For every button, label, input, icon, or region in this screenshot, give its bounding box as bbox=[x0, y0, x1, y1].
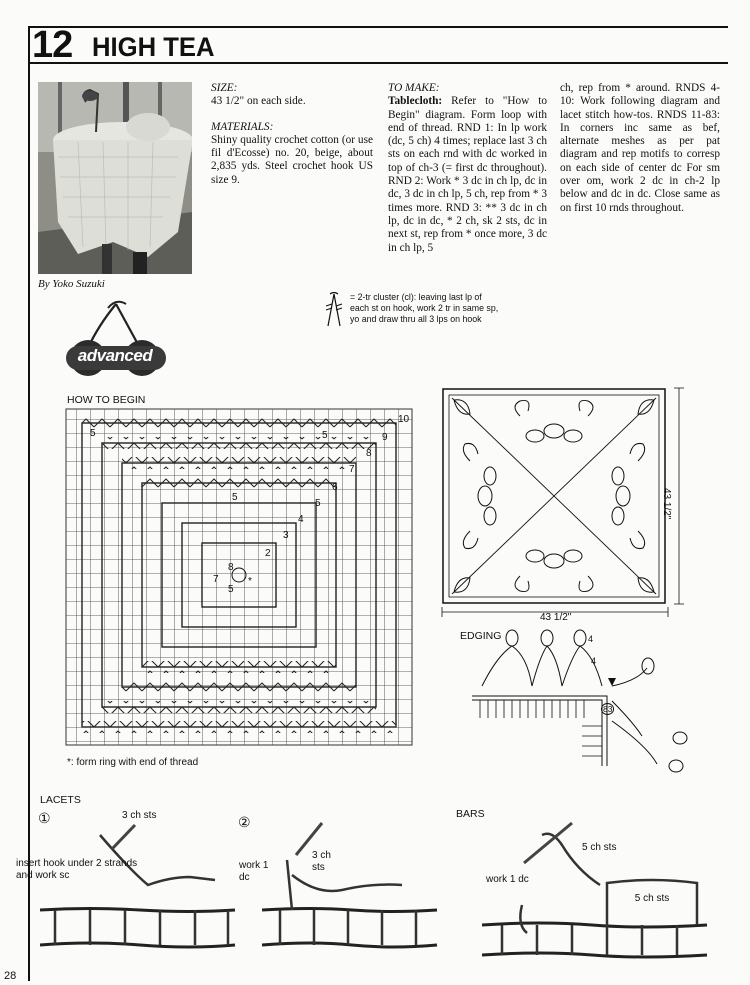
cluster-symbol-icon bbox=[322, 292, 346, 328]
cluster-note: = 2-tr cluster (cl): leaving last lp of each st on hook, work 2 tr in same sp, yo and draw thru all 3 lps on hook bbox=[350, 292, 499, 324]
lacet-2-work-label: work 1 dc bbox=[239, 860, 269, 883]
lacets-title: LACETS bbox=[40, 794, 81, 806]
round-2-marker: 2 bbox=[265, 548, 271, 559]
materials-text: Shiny quality crochet cotton (or use fil d'Ecosse) no. 20, beige, about 2,835 yds. Steel crochet hook US size 9. bbox=[211, 133, 373, 186]
designer-credit: By Yoko Suzuki bbox=[38, 278, 105, 290]
tablecloth-lead: Tablecloth: bbox=[388, 95, 443, 108]
round-5-marker: 5 bbox=[315, 498, 321, 509]
mesh-label-3: 5 bbox=[232, 492, 238, 503]
round-9-marker: 9 bbox=[382, 432, 388, 443]
how-to-begin-chart bbox=[62, 405, 418, 751]
lacet-step-1: ① bbox=[38, 810, 51, 826]
lacet-step-1-illustration bbox=[40, 815, 240, 965]
size-label: SIZE: bbox=[211, 82, 238, 94]
lacet-1-chain-label: 3 ch sts bbox=[122, 810, 157, 821]
lacet-1-insert-label: insert hook under 2 strands and work sc bbox=[16, 858, 138, 881]
edging-round-marker: 83 bbox=[603, 704, 613, 714]
bars-illustration bbox=[482, 815, 712, 965]
edging-title: EDGING bbox=[460, 630, 502, 642]
how-to-begin-title: HOW TO BEGIN bbox=[67, 394, 146, 406]
bars-top-chain-label: 5 ch sts bbox=[582, 842, 617, 853]
pattern-number: 12 bbox=[32, 24, 73, 66]
bars-title: BARS bbox=[456, 808, 485, 820]
round-8-marker: 8 bbox=[366, 448, 372, 459]
header-top-rule bbox=[28, 26, 728, 28]
tablecloth-photo bbox=[38, 82, 192, 274]
dimension-line-right bbox=[672, 386, 686, 606]
edging-chart bbox=[462, 626, 692, 776]
instructions-column-1 bbox=[388, 82, 547, 255]
instructions-text: Refer to "How to Begin" diagram. Form loop with end of thread. RND 1: In lp work (dc, 5 ch) 4 times; replace last 3 ch sts on each rnd with dc worked in top of ch-3 (= first dc throughout). RND 2: Work * 3 dc in ch lp, dc in dc, 3 dc in ch lp, 5 ch, rep from * 3 times more. RND 3: ** 3 dc in ch lp, dc in dc, * 2 ch, sk 2 sts, dc in next st, rep from * once more, 3 dc in ch lp, 5 bbox=[388, 95, 547, 254]
edging-count-2: 4 bbox=[591, 656, 597, 666]
round-7-marker: 7 bbox=[349, 464, 355, 475]
center-number-7: 7 bbox=[213, 574, 219, 585]
mesh-label-1: 5 bbox=[90, 428, 96, 439]
to-make-label: TO MAKE: bbox=[388, 82, 440, 94]
page-title: HIGH TEA bbox=[92, 32, 215, 62]
tablecloth-layout-diagram bbox=[440, 386, 670, 606]
lacet-2-chain-label: 3 ch sts bbox=[312, 850, 331, 873]
dimension-right-label: 43 1/2" bbox=[661, 488, 672, 520]
how-to-begin-footnote: *: form ring with end of thread bbox=[67, 757, 199, 768]
center-number-5: 5 bbox=[228, 584, 234, 595]
difficulty-badge bbox=[58, 296, 172, 378]
edging-count-1: 4 bbox=[588, 634, 594, 644]
mesh-label-2: 5 bbox=[322, 430, 328, 441]
dimension-bottom-label: 43 1/2" bbox=[540, 612, 572, 623]
bars-mid-chain-label: 5 ch sts bbox=[634, 893, 670, 904]
lacet-step-2: ② bbox=[238, 814, 251, 830]
round-10-marker: 10 bbox=[398, 414, 410, 425]
page-number: 28 bbox=[4, 970, 17, 982]
bars-work-label: work 1 dc bbox=[486, 874, 529, 885]
round-6-marker: 6 bbox=[332, 482, 338, 493]
badge-label: advanced bbox=[77, 346, 153, 365]
size-text: 43 1/2" on each side. bbox=[211, 95, 306, 108]
materials-label: MATERIALS: bbox=[211, 120, 274, 133]
round-4-marker: 4 bbox=[298, 514, 304, 525]
lacet-step-2-illustration bbox=[262, 815, 442, 965]
round-3-marker: 3 bbox=[283, 530, 289, 541]
size-materials-column bbox=[211, 82, 373, 187]
center-number-8: 8 bbox=[228, 562, 234, 573]
center-star: * bbox=[248, 576, 252, 587]
instructions-column-2: ch, rep from * around. RNDS 4-10: Work following diagram and lacet stitch how-tos. RNDS 11-83: In corners inc same as bef, alternate meshes as per pat diagram and rep motifs to corresp on each side of center dc For sm over om, work 2 dc in ch-2 lp below and dc in dc. Close same as on first 10 rnds throughout. bbox=[560, 82, 720, 214]
